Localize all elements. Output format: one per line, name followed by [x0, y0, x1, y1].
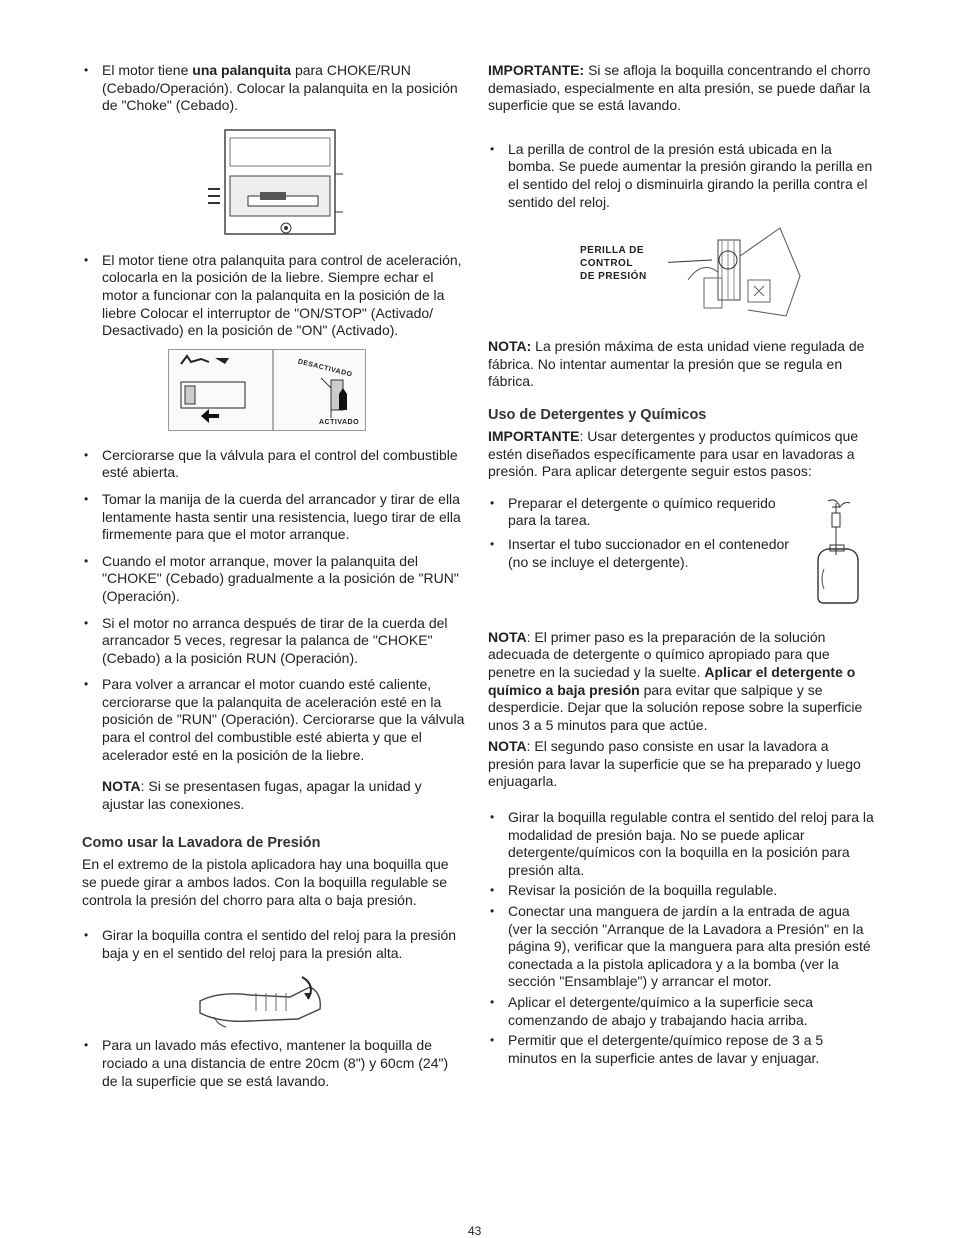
second-step-note: NOTA: El segundo paso consiste en usar la lavadora a presión para lavar la superficie que se ha preparado y luego enjuagarla. — [488, 738, 861, 790]
start-steps — [82, 447, 466, 765]
detergent-steps — [488, 495, 876, 605]
check-nozzle-bullet: • Revisar la posición de la boquilla regulable. — [488, 882, 876, 900]
first-step-note: NOTA: El primer paso es la preparación de la solución adecuada de detergente o químico apropiado para que penetre en la suciedad y la suelte. Aplicar el detergente o químico a baja presión para evitar que salpique y se desperdicie. Dejar que la solución repose sobre la superficie unos 3 a 5 minutos para que actúe. — [488, 628, 863, 733]
no-start-bullet: • Si el motor no arranca después de tirar de la cuerda del arrancador 5 veces, regresar la palanca de "CHOKE" (Cebado) a la posición RUN (Operación). — [82, 615, 466, 668]
choke-lever-illustration — [200, 124, 350, 240]
detergent-container-illustration — [808, 495, 868, 605]
wash-steps — [488, 809, 876, 1067]
choke-bullet: • El motor tiene una palanquita para CHOKE/RUN (Cebado/Operación). Colocar la palanquita en la posición de "Choke" (Cebado). — [82, 62, 466, 115]
nozzle-warning: IMPORTANTE: Si se afloja la boquilla concentrando el chorro demasiado, especialmente en alta presión, se puede dañar la superficie que se está lavando. — [488, 62, 871, 114]
right-column — [488, 62, 876, 1070]
factory-pressure-note: NOTA: La presión máxima de esta unidad viene regulada de fábrica. No intentar aumentar la presión que se regula en fábrica. — [488, 338, 865, 390]
apply-detergent-bullet: • Aplicar el detergente/químico a la superficie seca comenzando de abajo y trabajando hacia arriba. — [488, 994, 876, 1029]
section-heading-detergents: Uso de Detergentes y Químicos — [488, 406, 707, 423]
throttle-bullet: • El motor tiene otra palanquita para control de aceleración, colocarla en la posición de la liebre. Siempre echar el motor a funcionar con la palanquita en la posición de la liebre Colocar el interruptor de "ON/STOP" (Activado/ Desactivado) en la posición de "ON" (Activado). — [82, 252, 466, 340]
pressure-knob-label: PERILLA DE CONTROL DE PRESIÓN — [580, 245, 647, 283]
spray-distance-bullet: • Para un lavado más efectivo, mantener la boquilla de rociado a una distancia de entre 20cm (8") y 60cm (24") de la superficie que se está lavando. — [82, 1037, 466, 1090]
starter-cord-bullet: • Tomar la manija de la cuerda del arrancador y tirar de ella lentamente hasta sentir una resistencia, luego tirar de ella firmemente para que el motor arranque. — [82, 491, 466, 544]
page-number: 43 — [468, 1224, 482, 1238]
nozzle-paragraph: En el extremo de la pistola aplicadora hay una boquilla que se puede girar a ambos lados. Con la boquilla regulable se controla la presión del chorro para alta o baja presión. — [82, 856, 449, 908]
let-detergent-rest-bullet: • Permitir que el detergente/químico repose de 3 a 5 minutos en la superficie antes de lavar y enjuagar. — [488, 1032, 876, 1067]
suction-tube-bullet: • Insertar el tubo succionador en el contenedor (no se incluye el detergente). — [488, 536, 798, 571]
on-label: ACTIVADO — [319, 418, 360, 426]
throttle-switch-illustration — [168, 349, 366, 431]
choke-run-bullet: • Cuando el motor arranque, mover la palanquita del "CHOKE" (Cebado) gradualmente a la posición de "RUN" (Operación). — [82, 553, 466, 606]
connect-hose-bullet: • Conectar una manguera de jardín a la entrada de agua (ver la sección "Arranque de la Lavadora a Presión" en la página 9), verificar que la manguera para alta presión esté conectada a la pistola aplicadora y a la bomba (ver la sección "Ensamblaje") y arrancar el motor. — [488, 903, 876, 991]
spray-nozzle-illustration — [194, 971, 334, 1031]
low-pressure-bullet: • Girar la boquilla regulable contra el sentido del reloj para la modalidad de presión baja. No se puede aplicar detergente/químicos con la boquilla en la posición para presión alta. — [488, 809, 876, 879]
left-column — [82, 62, 466, 1099]
section-heading-pressure-washer: Como usar la Lavadora de Presión — [82, 835, 321, 852]
restart-bullet: • Para volver a arrancar el motor cuando esté caliente, cerciorarse que la palanquita de aceleración esté en la posición de "RUN" (Operación). Cerciorarse que la válvula para el control del combustible esté abierta y que el acelerador esté en la posición de la liebre. — [82, 676, 466, 764]
fuel-valve-bullet: • Cerciorarse que la válvula para el control del combustible esté abierta. — [82, 447, 466, 482]
leak-note: NOTA: Si se presentasen fugas, apagar la unidad y ajustar las conexiones. — [102, 778, 422, 812]
prepare-detergent-bullet: • Preparar el detergente o químico requerido para la tarea. — [488, 495, 798, 530]
pressure-knob-bullet: • La perilla de control de la presión está ubicada en la bomba. Se puede aumentar la presión girando la perilla en el sentido del reloj o disminuirla girando la perilla contra el sentido del reloj. — [488, 141, 876, 211]
off-label: DESACTIVADO — [296, 358, 353, 379]
detergent-important: IMPORTANTE: Usar detergentes y productos químicos que estén diseñados específicamente para usar en lavadoras a presión. Para aplicar detergente seguir estos pasos: — [488, 427, 859, 480]
pressure-knob-illustration — [488, 220, 876, 330]
nozzle-rotate-bullet: • Girar la boquilla contra el sentido del reloj para la presión baja y en el sentido del reloj para la presión alta. — [82, 927, 466, 962]
